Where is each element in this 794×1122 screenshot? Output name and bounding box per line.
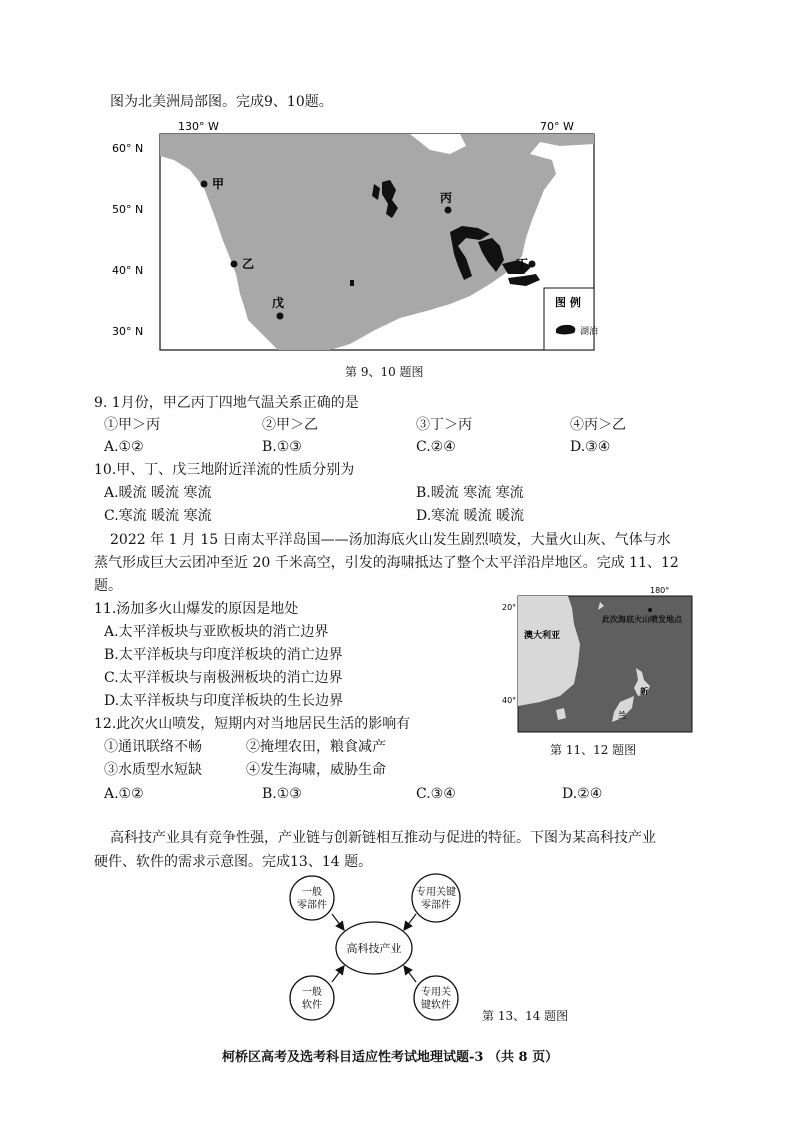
q12-option-d[interactable]: D.②④ [562, 786, 603, 802]
q11-option-a[interactable]: A.太平洋板块与亚欧板块的消亡边界 [104, 624, 329, 640]
q11-option-d[interactable]: D.太平洋板块与印度洋板块的生长边界 [104, 693, 344, 709]
q10-stem: 10.甲、丁、戊三地附近洋流的性质分别为 [94, 462, 355, 478]
arrow-br [404, 966, 416, 982]
label-wu: 戊 [272, 296, 285, 310]
label-ding: 丁 [516, 257, 529, 271]
lat-label-30n: 30° N [112, 325, 144, 338]
q12-option-a[interactable]: A.①② [104, 786, 144, 802]
node-general-software [290, 976, 334, 1020]
q9-option-b[interactable]: B.①③ [262, 439, 302, 455]
label-yi: 乙 [242, 257, 255, 271]
legend-title: 图 例 [555, 296, 581, 309]
small-lake [350, 280, 354, 286]
center-label: 高科技产业 [346, 942, 402, 955]
point-yi [231, 261, 238, 268]
intro-13-14-line2: 硬件、软件的需求示意图。完成13、14 题。 [94, 854, 373, 870]
label-jia: 甲 [212, 177, 225, 191]
q12-item-3: ③水质型水短缺 [104, 762, 202, 778]
intro-13-14-line1: 高科技产业具有竞争性强，产业链与创新链相互推动与促进的特征。下图为某高科技产业 [110, 830, 656, 846]
q12-stem: 12.此次火山喷发，短期内对当地居民生活的影响有 [94, 716, 411, 732]
volcano-label: 此次海底火山喷发地点 [602, 615, 682, 624]
q9-option-c[interactable]: C.②④ [416, 439, 456, 455]
lon-label-70w: 70° W [540, 120, 574, 133]
nz-label: 新 [640, 687, 648, 696]
node-key-software [414, 976, 458, 1020]
q9-item-2: ②甲＞乙 [262, 417, 318, 433]
map2-caption: 第 11、12 题图 [550, 743, 637, 757]
q12-item-2: ②掩埋农田，粮食减产 [246, 739, 386, 755]
q11-stem: 11.汤加多火山爆发的原因是地处 [94, 601, 299, 617]
arrow-tr [404, 914, 416, 930]
point-wu [277, 313, 284, 320]
industry-diagram [280, 872, 480, 1024]
q9-item-1: ①甲＞丙 [104, 417, 160, 433]
q10-option-a[interactable]: A.暖流 暖流 寒流 [104, 485, 212, 501]
lat-label-40: 40° [502, 696, 517, 705]
node-tr-line1: 专用关键 [416, 887, 456, 898]
tonga-map [500, 584, 696, 736]
label-bing: 丙 [440, 191, 453, 205]
point-ding [529, 261, 536, 268]
q9-stem: 9. 1月份，甲乙丙丁四地气温关系正确的是 [94, 395, 359, 411]
lon-label-130w: 130° W [178, 120, 219, 133]
node-tr-line2: 零部件 [421, 900, 451, 911]
lat-label-50n: 50° N [112, 203, 144, 216]
node-br-line1: 专用关 [421, 987, 451, 998]
q12-item-4: ④发生海啸，威胁生命 [246, 762, 386, 778]
nz-label-2: 兰 [618, 711, 626, 720]
arrow-bl [332, 966, 344, 982]
map1-caption: 第 9、10 题图 [345, 365, 424, 379]
q12-option-b[interactable]: B.①③ [262, 786, 302, 802]
q9-item-4: ④丙＞乙 [570, 417, 626, 433]
lon-label-180: 180° [650, 586, 670, 595]
node-bl-line1: 一般 [302, 987, 322, 998]
q11-option-b[interactable]: B.太平洋板块与印度洋板块的消亡边界 [104, 647, 343, 663]
intro-11-12-line1: 2022 年 1 月 15 日南太平洋岛国——汤加海底火山发生剧烈喷发，大量火山灰、气体与水 [110, 532, 671, 548]
q12-item-1: ①通讯联络不畅 [104, 739, 202, 755]
arrow-tl [332, 914, 344, 930]
diagram-caption: 第 13、14 题图 [482, 1009, 569, 1023]
country-label: 澳大利亚 [524, 631, 561, 641]
node-tl-line2: 零部件 [297, 900, 327, 911]
page-footer: 柯桥区高考及选考科目适应性考试地理试题-3 （共 8 页） [222, 1050, 559, 1065]
q10-option-d[interactable]: D.寒流 暖流 暖流 [416, 508, 525, 524]
q9-item-3: ③丁＞丙 [416, 417, 472, 433]
point-bing [445, 207, 452, 214]
q12-option-c[interactable]: C.③④ [416, 786, 456, 802]
node-br-line2: 键软件 [421, 1000, 451, 1011]
q10-option-b[interactable]: B.暖流 寒流 寒流 [416, 485, 524, 501]
lat-label-40n: 40° N [112, 264, 144, 277]
node-key-parts [412, 874, 460, 922]
node-tl-line1: 一般 [302, 887, 322, 898]
q11-option-c[interactable]: C.太平洋板块与南极洲板块的消亡边界 [104, 670, 343, 686]
node-general-parts [290, 876, 334, 920]
legend-item: 湖泊 [580, 327, 599, 337]
intro-9-10: 图为北美洲局部图。完成9、10题。 [110, 94, 333, 110]
q10-option-c[interactable]: C.寒流 暖流 寒流 [104, 508, 212, 524]
q9-option-d[interactable]: D.③④ [570, 439, 611, 455]
intro-11-12-line3: 题。 [94, 578, 122, 594]
q9-option-a[interactable]: A.①② [104, 439, 144, 455]
point-jia [201, 181, 208, 188]
intro-11-12-line2: 蒸气形成巨大云团冲至近 20 千米高空，引发的海啸抵达了整个太平洋沿岸地区。完成 11、12 [94, 555, 679, 571]
volcano-point [648, 608, 652, 612]
lat-label-60n: 60° N [112, 142, 144, 155]
lat-label-20: 20° [502, 603, 517, 612]
node-bl-line2: 软件 [302, 1000, 322, 1011]
north-america-map [110, 118, 600, 358]
